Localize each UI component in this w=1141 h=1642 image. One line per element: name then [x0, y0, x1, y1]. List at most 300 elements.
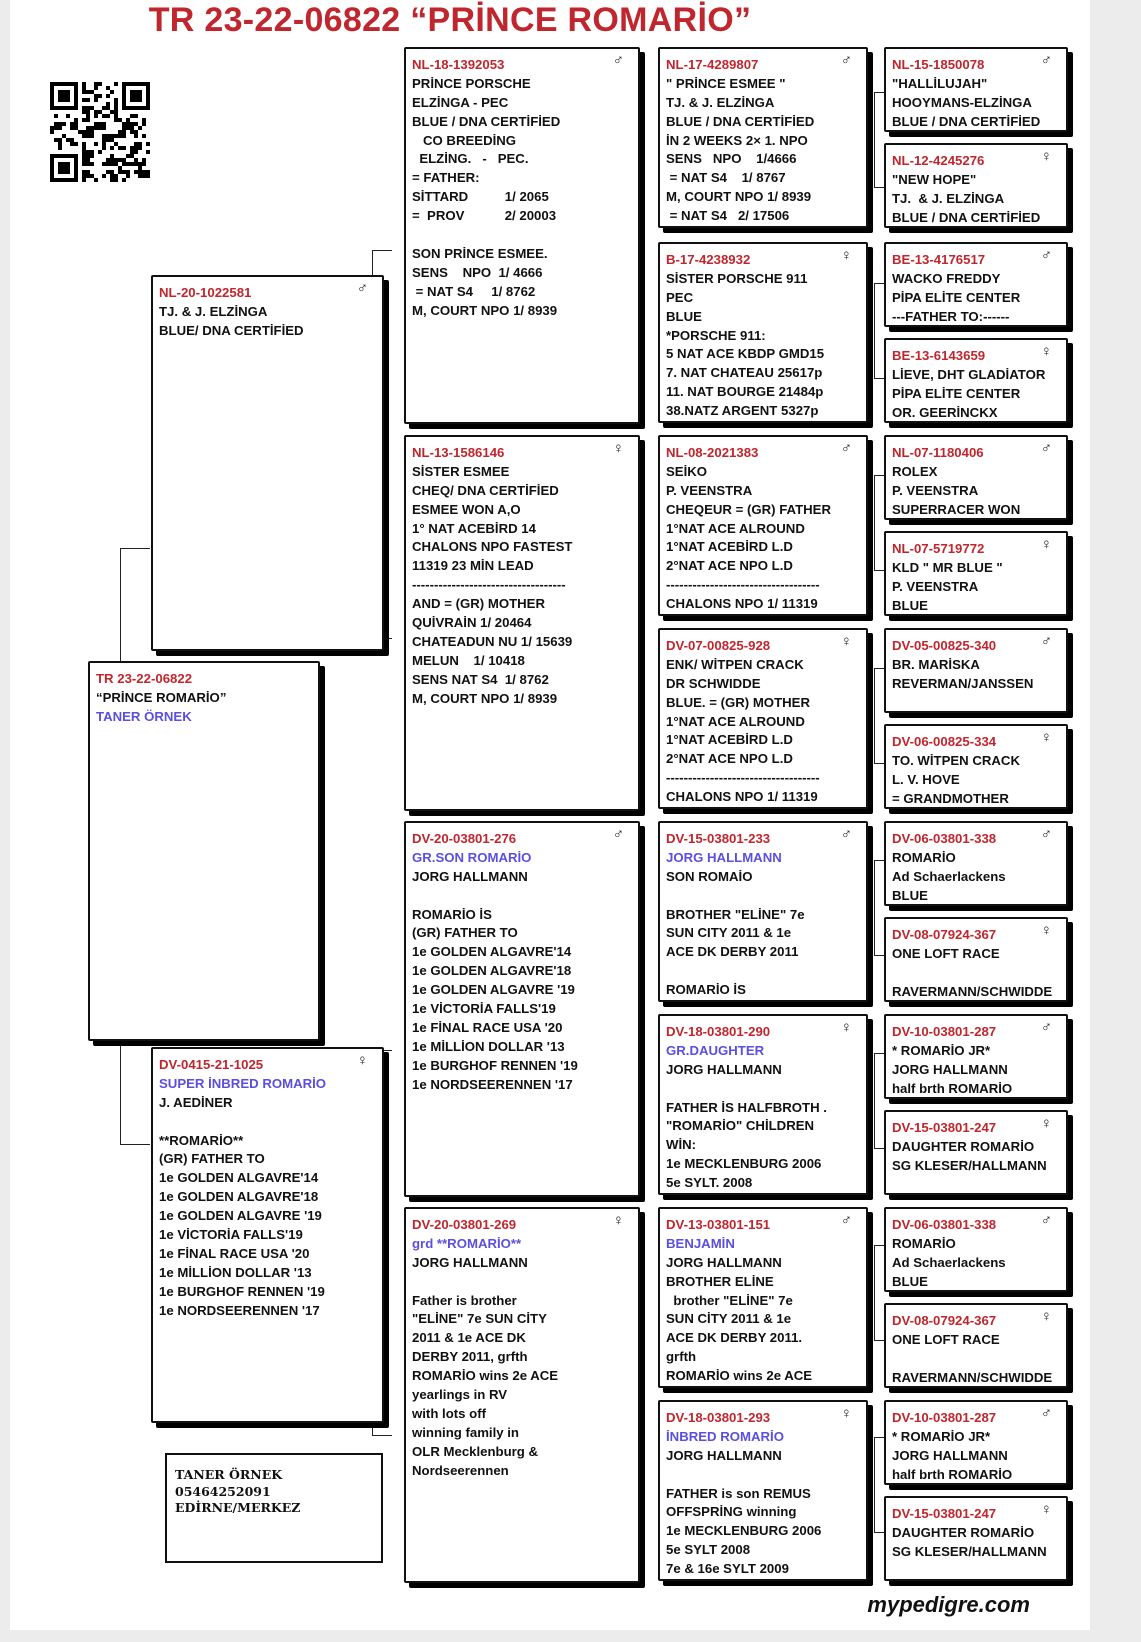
pedigree-card-gen4-6[interactable] — [884, 531, 1068, 616]
card-text-line: SENS NPO 1/ 4666 — [412, 264, 543, 280]
card-text-line: WACKO FREDDY — [892, 270, 1001, 286]
pedigree-card-gen4-14[interactable] — [884, 1303, 1068, 1388]
qr-module — [86, 158, 90, 162]
qr-module — [118, 158, 122, 162]
pedigree-card-gen4-15[interactable] — [884, 1400, 1068, 1485]
qr-module — [58, 166, 62, 170]
card-text-line: DAUGHTER ROMARİO — [892, 1524, 1035, 1540]
qr-module — [70, 82, 74, 86]
card-text-line: FATHER is son REMUS — [666, 1485, 811, 1501]
qr-module — [142, 122, 146, 126]
qr-module — [62, 154, 66, 158]
qr-module — [138, 166, 142, 170]
pedigree-card-gen4-2[interactable] — [884, 143, 1068, 228]
qr-module — [90, 134, 94, 138]
qr-module — [130, 162, 134, 166]
qr-module — [58, 178, 62, 182]
male-icon: ♂ — [1040, 52, 1052, 69]
card-text-line: BLUE — [892, 1273, 928, 1289]
qr-module — [86, 162, 90, 166]
card-text-line: 1e GOLDEN ALGAVRE'14 — [412, 944, 572, 960]
qr-module — [90, 150, 94, 154]
ring-number: NL-13-1586146 — [412, 445, 505, 460]
qr-module — [50, 86, 54, 90]
breeder-contact — [165, 1453, 383, 1563]
male-icon: ♂ — [1040, 1019, 1052, 1036]
pedigree-card-dss[interactable] — [658, 821, 868, 1002]
pedigree-card-gen4-1[interactable] — [884, 47, 1068, 132]
qr-module — [74, 90, 78, 94]
qr-module — [50, 166, 54, 170]
qr-module — [70, 106, 74, 110]
ring-number: DV-13-03801-151 — [666, 1217, 771, 1232]
qr-module — [106, 102, 110, 106]
ring-number: DV-15-03801-247 — [892, 1120, 997, 1135]
male-icon: ♂ — [612, 826, 624, 843]
pedigree-card-gen4-9[interactable] — [884, 821, 1068, 906]
card-text-line: BR. MARİSKA — [892, 656, 980, 672]
qr-module — [74, 118, 78, 122]
qr-module — [114, 158, 118, 162]
qr-module — [110, 170, 114, 174]
pedigree-card-dam-dam[interactable] — [404, 1207, 640, 1583]
qr-module — [106, 114, 110, 118]
female-icon: ♀ — [612, 440, 624, 457]
card-text-line: İNBRED ROMARİO — [666, 1428, 784, 1444]
qr-module — [114, 98, 118, 102]
qr-module — [74, 126, 78, 130]
qr-module — [134, 142, 138, 146]
qr-module — [94, 110, 98, 114]
pedigree-card-dds[interactable] — [658, 1207, 868, 1388]
qr-module — [138, 98, 142, 102]
qr-module — [50, 154, 54, 158]
qr-module — [74, 142, 78, 146]
qr-module — [138, 162, 142, 166]
qr-module — [58, 106, 62, 110]
card-text-line: brother "ELİNE" 7e — [666, 1292, 793, 1308]
qr-module — [74, 158, 78, 162]
qr-module — [102, 162, 106, 166]
card-text-line: CHALONS NPO 1/ 11319 — [666, 789, 818, 805]
qr-module — [126, 162, 130, 166]
qr-module — [146, 90, 150, 94]
card-text-line: ROMARİO wins 2e ACE — [412, 1368, 559, 1384]
male-icon: ♂ — [1040, 247, 1052, 264]
qr-module — [82, 90, 86, 94]
card-text-line: JORG HALLMANN — [412, 868, 528, 884]
card-text-line: BROTHER ELİNE — [666, 1273, 774, 1289]
card-text-line: BLUE/ DNA CERTİFİED — [159, 322, 304, 338]
ring-number: BE-13-6143659 — [892, 348, 986, 363]
qr-module — [66, 114, 70, 118]
qr-module — [58, 162, 62, 166]
ring-number: NL-07-1180406 — [892, 445, 984, 460]
qr-module — [90, 174, 94, 178]
qr-module — [142, 174, 146, 178]
qr-module — [146, 102, 150, 106]
card-text-line: * ROMARİO JR* — [892, 1042, 991, 1058]
qr-module — [58, 142, 62, 146]
female-icon: ♀ — [1040, 536, 1052, 553]
card-text-line: RAVERMANN/SCHWIDDE — [892, 1369, 1053, 1385]
card-text-line: SUN CITY 2011 & 1e — [666, 925, 792, 941]
qr-module — [106, 106, 110, 110]
qr-module — [98, 126, 102, 130]
male-icon: ♂ — [612, 52, 624, 69]
qr-module — [126, 118, 130, 122]
card-text-line: 1°NAT ACEBİRD L.D — [666, 732, 793, 748]
qr-module — [82, 82, 86, 86]
card-text-line: BLUE / DNA CERTİFİED — [412, 113, 561, 129]
qr-module — [106, 86, 110, 90]
card-text-line: RAVERMANN/SCHWIDDE — [892, 983, 1053, 999]
card-text-line: Father is brother — [412, 1292, 517, 1308]
qr-module — [142, 158, 146, 162]
card-text-line: BLUE. = (GR) MOTHER — [666, 694, 810, 710]
ring-number: DV-15-03801-247 — [892, 1506, 997, 1521]
qr-module — [110, 178, 114, 182]
qr-module — [142, 162, 146, 166]
pedigree-card-gen4-13[interactable] — [884, 1207, 1068, 1292]
card-text-line: (GR) FATHER TO — [159, 1151, 265, 1167]
qr-module — [90, 130, 94, 134]
qr-module — [50, 162, 54, 166]
card-text-line: P. VEENSTRA — [666, 482, 753, 498]
pedigree-card-gen4-8[interactable] — [884, 724, 1068, 809]
qr-module — [58, 90, 62, 94]
qr-module — [54, 106, 58, 110]
card-text-line: JORG HALLMANN — [412, 1254, 528, 1270]
card-text-line: ESMEE WON A,O — [412, 501, 521, 517]
qr-module — [94, 98, 98, 102]
female-icon: ♀ — [1040, 729, 1052, 746]
qr-module — [122, 102, 126, 106]
qr-module — [102, 126, 106, 130]
pedigree-card-gen4-12[interactable] — [884, 1110, 1068, 1195]
qr-module — [82, 106, 86, 110]
card-text-line: SON PRİNCE ESMEE. — [412, 245, 548, 261]
male-icon: ♂ — [1040, 1405, 1052, 1422]
card-text-line: ----------------------------------- — [666, 770, 820, 786]
card-text-line: PİPA ELİTE CENTER — [892, 289, 1021, 305]
card-text-line: OLR Mecklenburg & — [412, 1443, 539, 1459]
qr-module — [86, 98, 90, 102]
card-text-line: SG KLESER/HALLMANN — [892, 1543, 1047, 1559]
ring-number: NL-15-1850078 — [892, 57, 985, 72]
qr-module — [110, 90, 114, 94]
pedigree-card-gen4-5[interactable] — [884, 435, 1068, 520]
card-text-line: 2011 & 1e ACE DK — [412, 1330, 526, 1346]
card-text-line: Nordseerennen — [412, 1462, 509, 1478]
ring-number: DV-18-03801-290 — [666, 1024, 771, 1039]
qr-module — [130, 122, 134, 126]
qr-module — [74, 166, 78, 170]
qr-module — [50, 82, 54, 86]
qr-module — [66, 162, 70, 166]
card-text-line: * ROMARİO JR* — [892, 1428, 991, 1444]
pedigree-card-gen4-11[interactable] — [884, 1014, 1068, 1099]
qr-module — [58, 82, 62, 86]
qr-module — [50, 178, 54, 182]
pedigree-card-dam[interactable] — [151, 1047, 384, 1423]
qr-module — [106, 158, 110, 162]
qr-module — [54, 178, 58, 182]
qr-module — [82, 86, 86, 90]
qr-module — [114, 142, 118, 146]
card-text-line: *PORSCHE 911: — [666, 327, 766, 343]
qr-module — [86, 118, 90, 122]
qr-module — [74, 178, 78, 182]
qr-module — [118, 170, 122, 174]
qr-module — [126, 122, 130, 126]
pedigree-card-sire[interactable] — [151, 275, 384, 651]
qr-module — [94, 94, 98, 98]
qr-module — [62, 82, 66, 86]
card-text-line: CHATEADUN NU 1/ 15639 — [412, 633, 573, 649]
pedigree-card-gen4-4[interactable] — [884, 338, 1068, 423]
qr-module — [142, 118, 146, 122]
pedigree-card-sss[interactable] — [658, 47, 868, 228]
card-text-line: BLUE / DNA CERTİFİED — [892, 113, 1041, 129]
pedigree-card-sire-sire[interactable] — [404, 47, 640, 424]
qr-module — [50, 90, 54, 94]
qr-module — [90, 90, 94, 94]
card-text-line: 1e GOLDEN ALGAVRE '19 — [412, 982, 575, 998]
card-text-line: ROLEX — [892, 463, 938, 479]
card-text-line: BLUE — [892, 597, 928, 613]
card-text-line — [666, 1080, 866, 1099]
qr-module — [82, 110, 86, 114]
card-text-line: SİSTER ESMEE — [412, 463, 510, 479]
qr-module — [138, 126, 142, 130]
qr-module — [110, 134, 114, 138]
qr-module — [142, 170, 146, 174]
qr-module — [134, 170, 138, 174]
card-text-line: 1e GOLDEN ALGAVRE'14 — [159, 1170, 319, 1186]
qr-module — [66, 178, 70, 182]
pedigree-card-sds[interactable] — [658, 435, 868, 616]
pedigree-card-dsd[interactable] — [658, 1014, 868, 1195]
qr-module — [50, 130, 54, 134]
qr-module — [118, 130, 122, 134]
card-text-line: HOOYMANS-ELZİNGA — [892, 94, 1032, 110]
card-text-line: ROMARİO — [892, 849, 956, 865]
card-text-line — [666, 1466, 866, 1485]
card-text-line: BLUE — [892, 887, 928, 903]
qr-module — [82, 150, 86, 154]
card-text-line — [892, 1350, 1066, 1369]
qr-module — [78, 130, 82, 134]
qr-module — [86, 150, 90, 154]
card-text-line: SG KLESER/HALLMANN — [892, 1157, 1047, 1173]
card-text-line: Ad Schaerlackens — [892, 1254, 1006, 1270]
card-text-line — [666, 962, 866, 981]
card-text-line: WİN: — [666, 1137, 697, 1153]
card-text-line: L. V. HOVE — [892, 771, 960, 787]
qr-module — [130, 154, 134, 158]
card-text-line — [412, 1273, 638, 1292]
card-text-line: FATHER İS HALFBROTH . — [666, 1099, 827, 1115]
card-text-line: OR. GEERİNCKX — [892, 404, 998, 420]
qr-module — [122, 86, 126, 90]
qr-module — [70, 138, 74, 142]
qr-module — [82, 162, 86, 166]
qr-module — [66, 106, 70, 110]
qr-module — [74, 106, 78, 110]
qr-module — [122, 94, 126, 98]
qr-module — [70, 154, 74, 158]
ring-number: DV-07-00825-928 — [666, 638, 771, 653]
qr-module — [130, 146, 134, 150]
qr-module — [86, 114, 90, 118]
card-text-line: 1e GOLDEN ALGAVRE'18 — [159, 1189, 319, 1205]
card-text-line: 7. NAT CHATEAU 25617p — [666, 365, 823, 381]
card-text-line: 2°NAT ACE NPO L.D — [666, 751, 793, 767]
card-text-line: (GR) FATHER TO — [412, 925, 518, 941]
qr-module — [106, 134, 110, 138]
pedigree-card-gen4-10[interactable] — [884, 917, 1068, 1002]
ring-number: DV-0415-21-1025 — [159, 1057, 264, 1072]
pedigree-card-gen4-3[interactable] — [884, 242, 1068, 327]
qr-module — [106, 94, 110, 98]
card-text-line: 1e VİCTORİA FALLS'19 — [412, 1001, 556, 1017]
ring-number: NL-18-1392053 — [412, 57, 505, 72]
card-text-line — [412, 887, 638, 906]
qr-module — [90, 162, 94, 166]
pedigree-card-ssd[interactable] — [658, 242, 868, 423]
qr-module — [98, 150, 102, 154]
qr-module — [130, 126, 134, 130]
qr-module — [114, 110, 118, 114]
qr-module — [114, 162, 118, 166]
pedigree-card-gen4-7[interactable] — [884, 628, 1068, 713]
card-text-line: ONE LOFT RACE — [892, 1331, 1000, 1347]
card-text-line: GR.SON ROMARİO — [412, 849, 532, 865]
qr-module — [82, 170, 86, 174]
card-text-line: = NAT S4 2/ 17506 — [666, 208, 790, 224]
qr-module — [54, 138, 58, 142]
male-icon: ♂ — [1040, 1212, 1052, 1229]
qr-module — [146, 174, 150, 178]
brand-watermark: mypedigre.com — [867, 1592, 1030, 1617]
qr-module — [98, 122, 102, 126]
card-text-line: REVERMAN/JANSSEN — [892, 675, 1034, 691]
qr-module — [94, 142, 98, 146]
qr-module — [110, 146, 114, 150]
qr-module — [118, 146, 122, 150]
card-text-line: SİSTER PORSCHE 911 — [666, 270, 808, 286]
qr-module — [94, 178, 98, 182]
card-text-line: M, COURT NPO 1/ 8939 — [412, 690, 558, 706]
qr-module — [134, 98, 138, 102]
pedigree-card-sdd[interactable] — [658, 628, 868, 809]
card-text-line: 5 NAT ACE KBDP GMD15 — [666, 346, 825, 362]
card-text-line: ONE LOFT RACE — [892, 945, 1000, 961]
card-text-line: "HALLİLUJAH" — [892, 75, 988, 91]
card-text-line: P. VEENSTRA — [892, 482, 979, 498]
qr-module — [122, 134, 126, 138]
qr-module — [62, 166, 66, 170]
card-text-line: BENJAMİN — [666, 1235, 735, 1251]
qr-module — [50, 94, 54, 98]
qr-module — [138, 94, 142, 98]
qr-module — [126, 106, 130, 110]
card-text-line: grd **ROMARİO** — [412, 1235, 522, 1251]
card-text-line: "ELİNE" 7e SUN CİTY — [412, 1311, 547, 1327]
female-icon: ♀ — [1040, 1501, 1052, 1518]
qr-module — [50, 126, 54, 130]
card-text-line: ACE DK DERBY 2011 — [666, 944, 799, 960]
card-text-line: J. AEDİNER — [159, 1094, 233, 1110]
card-text-line: ---FATHER TO:------ — [892, 308, 1010, 324]
card-text-line: ROMARİO İS — [666, 982, 746, 998]
qr-module — [82, 130, 86, 134]
qr-module — [62, 134, 66, 138]
card-text-line: PRİNCE PORSCHE — [412, 75, 531, 91]
qr-module — [146, 106, 150, 110]
qr-module — [146, 170, 150, 174]
qr-module — [122, 146, 126, 150]
qr-module — [134, 146, 138, 150]
pedigree-card-subject[interactable] — [88, 661, 320, 1041]
pedigree-card-dam-sire[interactable] — [404, 821, 640, 1197]
qr-module — [122, 170, 126, 174]
card-text-line: ELZİNG. - PEC. — [412, 151, 529, 167]
card-text-line: **ROMARİO** — [159, 1132, 244, 1148]
ring-number: DV-18-03801-293 — [666, 1410, 771, 1425]
qr-module — [146, 142, 150, 146]
pedigree-card-sire-dam[interactable] — [404, 435, 640, 811]
card-text-line: OFFSPRİNG winning — [666, 1504, 797, 1520]
male-icon: ♂ — [1040, 440, 1052, 457]
qr-module — [134, 134, 138, 138]
qr-module — [126, 154, 130, 158]
qr-module — [130, 98, 134, 102]
qr-module — [86, 170, 90, 174]
qr-module — [134, 158, 138, 162]
qr-module — [98, 94, 102, 98]
card-text-line — [892, 964, 1066, 983]
qr-module — [82, 98, 86, 102]
qr-module — [122, 130, 126, 134]
card-text-line — [666, 887, 866, 906]
qr-module — [82, 142, 86, 146]
qr-module — [130, 90, 134, 94]
qr-module — [50, 170, 54, 174]
qr-module — [118, 166, 122, 170]
qr-module — [106, 162, 110, 166]
card-text-line: 1e VİCTORİA FALLS'19 — [159, 1227, 303, 1243]
pedigree-card-gen4-16[interactable] — [884, 1496, 1068, 1581]
card-text-line: 7e & 16e SYLT 2009 — [666, 1561, 789, 1577]
card-text-line: TJ. & J. ELZİNGA — [892, 190, 1005, 206]
card-text-line: JORG HALLMANN — [666, 849, 782, 865]
card-text-line: 1°NAT ACE ALROUND — [666, 520, 805, 536]
female-icon: ♀ — [840, 1405, 852, 1422]
pedigree-card-ddd[interactable] — [658, 1400, 868, 1581]
card-text-line: JORG HALLMANN — [666, 1447, 782, 1463]
card-text-line: = FATHER: — [412, 170, 480, 186]
female-icon: ♀ — [1040, 148, 1052, 165]
card-text-line: M, COURT NPO 1/ 8939 — [412, 302, 558, 318]
qr-module — [130, 114, 134, 118]
card-text-line: ROMARİO wins 2e ACE — [666, 1368, 813, 1384]
card-text-line: 1e NORDSEERENNEN '17 — [159, 1302, 320, 1318]
qr-module — [130, 130, 134, 134]
qr-module — [50, 158, 54, 162]
card-text-line: " PRİNCE ESMEE " — [666, 75, 786, 91]
